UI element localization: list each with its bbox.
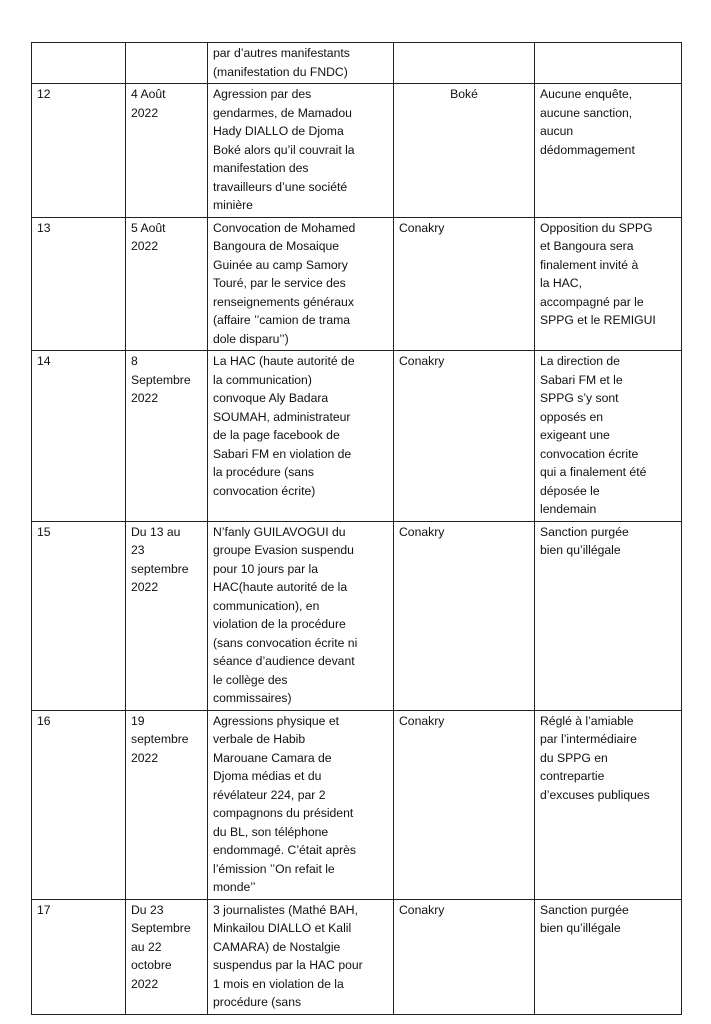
incident-number: 12 [37, 87, 51, 101]
table-row [32, 351, 682, 522]
description-line: gendarmes, de Mamadou [213, 105, 352, 120]
table-row [32, 43, 682, 84]
outcome-line: bien qu’illégale [540, 921, 621, 935]
description-line: HAC(haute autorité de la [213, 580, 348, 594]
date-line: septembre [131, 561, 189, 576]
location-cell [394, 351, 535, 522]
location: Conakry [399, 713, 445, 728]
outcome-line: contrepartie [540, 769, 605, 783]
incident-number-cell [32, 43, 126, 84]
outcome-line: opposés en [540, 409, 604, 424]
description-line: N’fanly GUILAVOGUI du [213, 524, 346, 539]
location-cell [394, 43, 535, 84]
description-line: compagnons du président [213, 806, 354, 820]
description-line: révélateur 224, par 2 [213, 787, 326, 802]
description-line: du BL, son téléphone [213, 824, 329, 839]
description-line: Touré, par le service des [213, 276, 346, 290]
outcome-line: aucune sanction, [540, 105, 633, 120]
outcome-line: Sanction purgée [540, 524, 629, 539]
incident-number-cell [32, 84, 126, 218]
location-cell [394, 217, 535, 351]
description-cell [208, 84, 394, 218]
description-line: Minkailou DIALLO et Kalil [213, 921, 352, 935]
description-line: (affaire ’’camion de trama [213, 313, 351, 327]
outcome-cell [535, 351, 682, 522]
outcome-line: bien qu’illégale [540, 543, 621, 557]
description-line: (manifestation du FNDC) [213, 64, 348, 79]
description-line: SOUMAH, administrateur [213, 409, 351, 424]
date-line: Du 23 [131, 902, 164, 917]
location-cell [394, 521, 535, 710]
date-line: 5 Août [131, 220, 166, 235]
date-line: octobre [131, 958, 172, 972]
date-cell [126, 521, 208, 710]
description-cell [208, 710, 394, 899]
description-line: Agression par des [213, 87, 312, 101]
table-row [32, 521, 682, 710]
incident-number-cell [32, 710, 126, 899]
date-line: 2022 [131, 580, 159, 594]
description-line: Guinée au camp Samory [213, 257, 348, 272]
outcome-line: lendemain [540, 502, 597, 516]
incidents-table [31, 42, 682, 1015]
table-row [32, 899, 682, 1014]
description-cell [208, 43, 394, 84]
description-line: séance d’audience devant [213, 654, 355, 668]
date-line: Septembre [131, 921, 191, 935]
description-line: verbale de Habib [213, 732, 306, 746]
table-row [32, 84, 682, 218]
incident-number-cell [32, 899, 126, 1014]
outcome-cell [535, 710, 682, 899]
description-line: Djoma médias et du [213, 769, 322, 783]
description-line: le collège des [213, 672, 288, 687]
location-cell [394, 899, 535, 1014]
date-line: 19 [131, 713, 145, 728]
date-cell [126, 710, 208, 899]
location: Conakry [399, 220, 445, 235]
date-line: Septembre [131, 372, 191, 387]
description-line: Boké alors qu’il couvrait la [213, 142, 355, 157]
description-line: pour 10 jours par la [213, 561, 319, 576]
outcome-cell [535, 43, 682, 84]
date-cell [126, 217, 208, 351]
description-line: l’émission ’’On refait le [213, 861, 335, 876]
outcome-cell [535, 84, 682, 218]
date-line: 4 Août [131, 87, 166, 101]
description-cell [208, 217, 394, 351]
outcome-line: d’excuses publiques [540, 787, 650, 802]
description-line: groupe Evasion suspendu [213, 543, 354, 557]
incident-number-cell [32, 351, 126, 522]
date-cell [126, 84, 208, 218]
outcome-line: qui a finalement été [540, 465, 647, 479]
outcome-line: aucun [540, 124, 574, 138]
incident-number: 14 [37, 354, 51, 368]
incident-number-cell [32, 217, 126, 351]
description-line: violation de la procédure [213, 617, 346, 631]
outcome-line: exigeant une [540, 428, 610, 442]
description-line: Marouane Camara de [213, 750, 332, 765]
date-line: 8 [131, 354, 138, 368]
date-line: au 22 [131, 939, 162, 954]
date-cell [126, 899, 208, 1014]
description-line: suspendus par la HAC pour [213, 958, 363, 972]
outcome-line: dédommagement [540, 142, 635, 157]
table-row [32, 710, 682, 899]
location: Boké [450, 87, 478, 101]
date-line: septembre [131, 732, 189, 746]
incident-number-cell [32, 521, 126, 710]
description-line: la communication) [213, 372, 312, 387]
outcome-cell [535, 217, 682, 351]
table-body [32, 43, 682, 1015]
description-line: La HAC (haute autorité de [213, 354, 355, 368]
date-line: Du 13 au [131, 524, 181, 539]
description-line: CAMARA) de Nostalgie [213, 939, 341, 954]
description-line: Agressions physique et [213, 713, 340, 728]
outcome-line: finalement invité à [540, 257, 639, 272]
outcome-line: la HAC, [540, 276, 582, 290]
description-line: communication), en [213, 598, 320, 613]
outcome-cell [535, 899, 682, 1014]
description-line: 1 mois en violation de la [213, 976, 344, 991]
date-cell [126, 43, 208, 84]
date-line: 2022 [131, 105, 159, 120]
outcome-line: déposée le [540, 483, 600, 498]
location: Conakry [399, 524, 445, 539]
outcome-line: Réglé à l’amiable [540, 713, 634, 728]
outcome-line: du SPPG en [540, 750, 608, 765]
description-cell [208, 899, 394, 1014]
description-line: travailleurs d’une société [213, 179, 348, 194]
location: Conakry [399, 354, 445, 368]
date-line: 2022 [131, 391, 159, 405]
incident-number: 17 [37, 902, 51, 917]
date-cell [126, 351, 208, 522]
date-line: 2022 [131, 239, 159, 253]
description-line: procédure (sans [213, 995, 302, 1009]
description-line: minière [213, 198, 253, 212]
outcome-line: Aucune enquête, [540, 87, 633, 101]
outcome-line: SPPG s’y sont [540, 391, 619, 405]
outcome-line: Sanction purgée [540, 902, 629, 917]
description-line: monde’’ [213, 880, 256, 894]
outcome-line: Opposition du SPPG [540, 220, 653, 235]
outcome-line: SPPG et le REMIGUI [540, 313, 656, 327]
description-cell [208, 351, 394, 522]
date-line: 23 [131, 543, 145, 557]
description-line: de la page facebook de [213, 428, 340, 442]
description-line: par d’autres manifestants [213, 46, 350, 60]
description-cell [208, 521, 394, 710]
description-line: Sabari FM en violation de [213, 446, 352, 461]
description-line: convoque Aly Badara [213, 391, 329, 405]
description-line: manifestation des [213, 161, 309, 175]
outcome-line: par l’intermédiaire [540, 732, 637, 746]
outcome-line: La direction de [540, 354, 620, 368]
description-line: Bangoura de Mosaique [213, 239, 340, 253]
description-line: (sans convocation écrite ni [213, 635, 358, 650]
incident-number: 15 [37, 524, 51, 539]
description-line: Convocation de Mohamed [213, 220, 356, 235]
incident-number: 13 [37, 220, 51, 235]
date-line: 2022 [131, 976, 159, 991]
description-line: commissaires) [213, 691, 292, 705]
description-line: 3 journalistes (Mathé BAH, [213, 902, 358, 917]
description-line: dole disparu’’) [213, 331, 289, 346]
outcome-line: convocation écrite [540, 446, 639, 461]
description-line: convocation écrite) [213, 483, 316, 498]
date-line: 2022 [131, 750, 159, 765]
outcome-line: et Bangoura sera [540, 239, 634, 253]
outcome-cell [535, 521, 682, 710]
outcome-line: accompagné par le [540, 294, 644, 309]
location-cell [394, 710, 535, 899]
description-line: la procédure (sans [213, 465, 314, 479]
location: Conakry [399, 902, 445, 917]
description-line: Hady DIALLO de Djoma [213, 124, 344, 138]
description-line: endommagé. C’était après [213, 843, 356, 857]
table-row [32, 217, 682, 351]
outcome-line: Sabari FM et le [540, 372, 623, 387]
location-cell [394, 84, 535, 218]
description-line: renseignements généraux [213, 294, 354, 309]
incident-number: 16 [37, 713, 51, 728]
